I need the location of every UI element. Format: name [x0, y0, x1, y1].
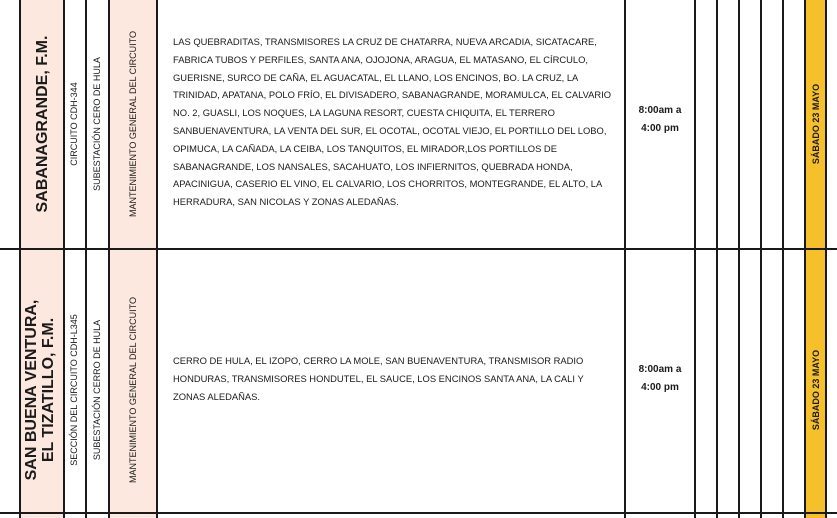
grid-line	[85, 0, 87, 518]
grid-line	[716, 0, 718, 518]
grid-line	[108, 0, 110, 518]
circuit-label: CIRCUITO CDH-344	[69, 82, 79, 166]
row-divider	[0, 248, 837, 250]
affected-areas-text: CERRO DE HULA, EL IZOPO, CERRO LA MOLE, SAN BUENAVENTURA, TRANSMISOR RADIO HONDURAS, TRANSMISORES HONDUTEL, EL SAUCE, LOS ENCINOS SANTA ANA, LA CALI Y ZONAS ALEDAÑAS.	[173, 355, 584, 402]
affected-areas-text: LAS QUEBRADITAS, TRANSMISORES LA CRUZ DE CHATARRA, NUEVA ARCADIA, SICATACARE, FABRICA TUBOS Y PERFILES, SANTA ANA, OJOJONA, ARAGUA, EL MATASANO, EL CÍRCULO, GUERISNE, SURCO DE CAÑA, EL AGUACATAL, EL LLANO, LOS ENCINOS, BO. LA CRUZ, LA TRINIDAD, APATANA, POLO FRÍO, EL DIVISADERO, SABANAGRANDE, MORAMULCA, EL CALVARIO NO. 2, GUASLI, LOS NOQUES, LA LAGUNA RESORT, CUESTA CHIQUITA, EL TERRERO SANBUENAVENTURA, LA VENTA DEL SUR, EL OCOTAL, OCOTAL VIEJO, EL PORTILLO DEL LOBO, OPIMUCA, LA CAÑADA, LA CEIBA, LOS TANQUITOS, EL MIRADOR,LOS PORTILLOS DE SABANAGRANDE, LOS NANSALES, SACAHUATO, LOS INFIERNITOS, QUEBRADA HONDA, APACINIGUA, CASERIO EL VINO, EL CALVARIO, LOS CHORRITOS, MONTEGRANDE, EL ALTO, LA HERRADURA, SAN NICOLAS Y ZONAS ALEDAÑAS.	[173, 36, 612, 208]
work-type-label: MANTENIMIENTO GENERAL DEL CIRCUITO	[128, 30, 138, 218]
outage-date: SÁBADO 23 MAYO	[811, 83, 821, 165]
outage-time	[626, 102, 694, 138]
outage-date: SÁBADO 23 MAYO	[811, 349, 821, 431]
grid-line	[63, 0, 65, 518]
grid-line	[825, 0, 827, 518]
substation-label: SUBESTACIÓN CERRO DE HULA	[92, 319, 102, 461]
time-start: 8:00am a	[638, 364, 682, 375]
time-end: 4:00 pm	[641, 123, 679, 134]
grid-line	[760, 0, 762, 518]
grid-line	[804, 0, 806, 518]
outage-time	[626, 361, 694, 397]
grid-line	[156, 0, 158, 518]
substation-label: SUBESTACIÓN CERO DE HULA	[92, 57, 102, 191]
location-line-1: SAN BUENA VENTURA,	[23, 299, 40, 481]
location-line-2: EL TIZATILLO, F.M.	[40, 317, 57, 463]
circuit-label: SECCIÓN DEL CIRCUITO CDH-L345	[69, 314, 79, 466]
grid-line	[624, 0, 626, 518]
location-name	[20, 290, 60, 490]
row-divider	[0, 512, 837, 514]
grid-line	[694, 0, 696, 518]
grid-line	[738, 0, 740, 518]
location-name: SABANAGRANDE, F.M.	[33, 35, 51, 213]
time-end: 4:00 pm	[641, 382, 679, 393]
time-start: 8:00am a	[638, 105, 682, 116]
grid-line	[782, 0, 784, 518]
work-type-label: MANTENIMIENTO GENERAL DEL CIRCUITO	[128, 296, 138, 484]
